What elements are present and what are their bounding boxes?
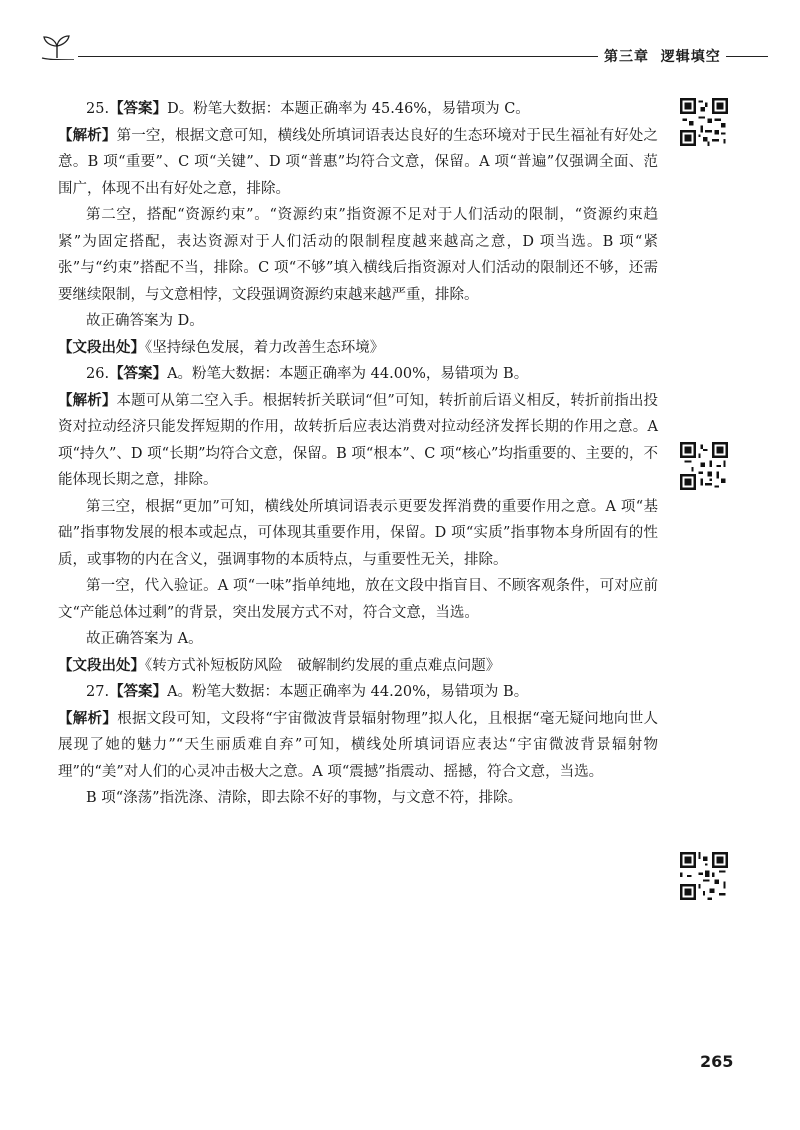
q26-analysis-1 xyxy=(58,388,658,494)
q26-analysis-1-text: 本题可从第二空入手。根据转折关联词“但”可知，转折前后语义相反，转折前指出投资对拉动经济只能发挥短期的作用，故转折后应表达消费对拉动经济发挥长期的作用之意。A 项“持久”、D 项“长期”均符合文意，保留。B 项“根本”、C 项“核心”均指重要的、主要的，不能体现长期之意，排除。 xyxy=(58,392,659,488)
q25-analysis-2: 第二空，搭配“资源约束”。“资源约束”指资源不足对于人们活动的限制，“资源约束趋紧”为固定搭配，表达资源对于人们活动的限制程度越来越高之意，D 项当选。B 项“紧张”与“约束”搭配不当，排除。C 项“不够”填入横线后指资源对人们活动的限制还不够，还需要继续限制，与文意相悖，文段强调资源约束越来越严重，排除。 xyxy=(58,207,658,303)
q27-analysis-1-text: 根据文段可知，文段将“宇宙微波背景辐射物理”拟人化，且根据“毫无疑问地向世人展现了她的魅力”“天生丽质难自弃”可知，横线处所填词语应表达“宇宙微波背景辐射物理”的“美”对人们的心灵冲击极大之意。A 项“震撼”指震动、摇撼，符合文意，当选。 xyxy=(58,710,658,780)
q25-analysis-tag: 【解析】 xyxy=(58,127,117,144)
q25-source-text: 《坚持绿色发展，着力改善生态环境》 xyxy=(145,339,385,356)
q26-number: 26. xyxy=(86,366,110,382)
q27-analysis-tag: 【解析】 xyxy=(58,710,118,727)
q27-answer-text: A。粉笔大数据：本题正确率为 44.20%，易错项为 B。 xyxy=(167,684,529,700)
q26-source xyxy=(58,653,658,680)
q25-source xyxy=(58,335,658,362)
q25-analysis-1-text: 第一空，根据文意可知，横线处所填词语表达良好的生态环境对于民生福祉有好处之意。B 项“重要”、C 项“关键”、D 项“普惠”均符合文意，保留。A 项“普遍”仅强调全面、范围广，体现不出有好处之意，排除。 xyxy=(58,127,659,197)
header-rule-left xyxy=(78,56,598,57)
q26-answer-tag: 【答案】 xyxy=(109,366,168,382)
q27-analysis-1 xyxy=(58,706,658,786)
q26-answer-text: A。粉笔大数据：本题正确率为 44.00%，易错项为 B。 xyxy=(167,366,529,382)
leaf-logo-icon xyxy=(40,34,74,60)
q26-source-tag: 【文段出处】 xyxy=(58,657,145,674)
header-rule-right xyxy=(726,56,768,57)
qr-code-icon xyxy=(680,98,728,146)
qr-code-icon xyxy=(680,852,728,900)
q27-answer xyxy=(58,679,658,706)
q25-source-tag: 【文段出处】 xyxy=(58,339,145,356)
q25-answer xyxy=(58,96,658,123)
q26-answer xyxy=(58,361,658,388)
page-header xyxy=(38,30,768,70)
q25-answer-tag: 【答案】 xyxy=(109,101,168,117)
q27-number: 27. xyxy=(86,684,110,700)
chapter-title xyxy=(604,46,721,66)
section-label: 逻辑填空 xyxy=(660,49,721,65)
q26-conclusion: 故正确答案为 A。 xyxy=(86,631,203,647)
q25-number: 25. xyxy=(86,101,110,117)
q27-analysis-2: B 项“涤荡”指洗涤、清除，即去除不好的事物，与文意不符，排除。 xyxy=(86,790,523,806)
q25-answer-text: D。粉笔大数据：本题正确率为 45.46%，易错项为 C。 xyxy=(167,101,530,117)
chapter-label: 第三章 xyxy=(604,49,649,65)
q26-source-text: 《转方式补短板防风险 破解制约发展的重点难点问题》 xyxy=(145,657,501,674)
q26-analysis-2: 第三空，根据“更加”可知，横线处所填词语表示更要发挥消费的重要作用之意。A 项“基础”指事物发展的根本或起点，可体现其重要作用，保留。D 项“实质”指事物本身所固有的性质，或事物的内在含义，强调事物的本质特点，与重要性无关，排除。 xyxy=(58,498,658,568)
q27-answer-tag: 【答案】 xyxy=(109,684,168,700)
q25-analysis-1 xyxy=(58,123,658,203)
page-number: 265 xyxy=(700,1052,734,1071)
qr-code-icon xyxy=(680,442,728,490)
page-body xyxy=(58,96,658,812)
q26-analysis-tag: 【解析】 xyxy=(58,392,117,409)
q25-conclusion: 故正确答案为 D。 xyxy=(86,313,204,329)
q26-analysis-3: 第一空，代入验证。A 项“一味”指单纯地，放在文段中指盲目、不顾客观条件，可对应前文“产能总体过剩”的背景，突出发展方式不对，符合文意，当选。 xyxy=(58,578,658,621)
